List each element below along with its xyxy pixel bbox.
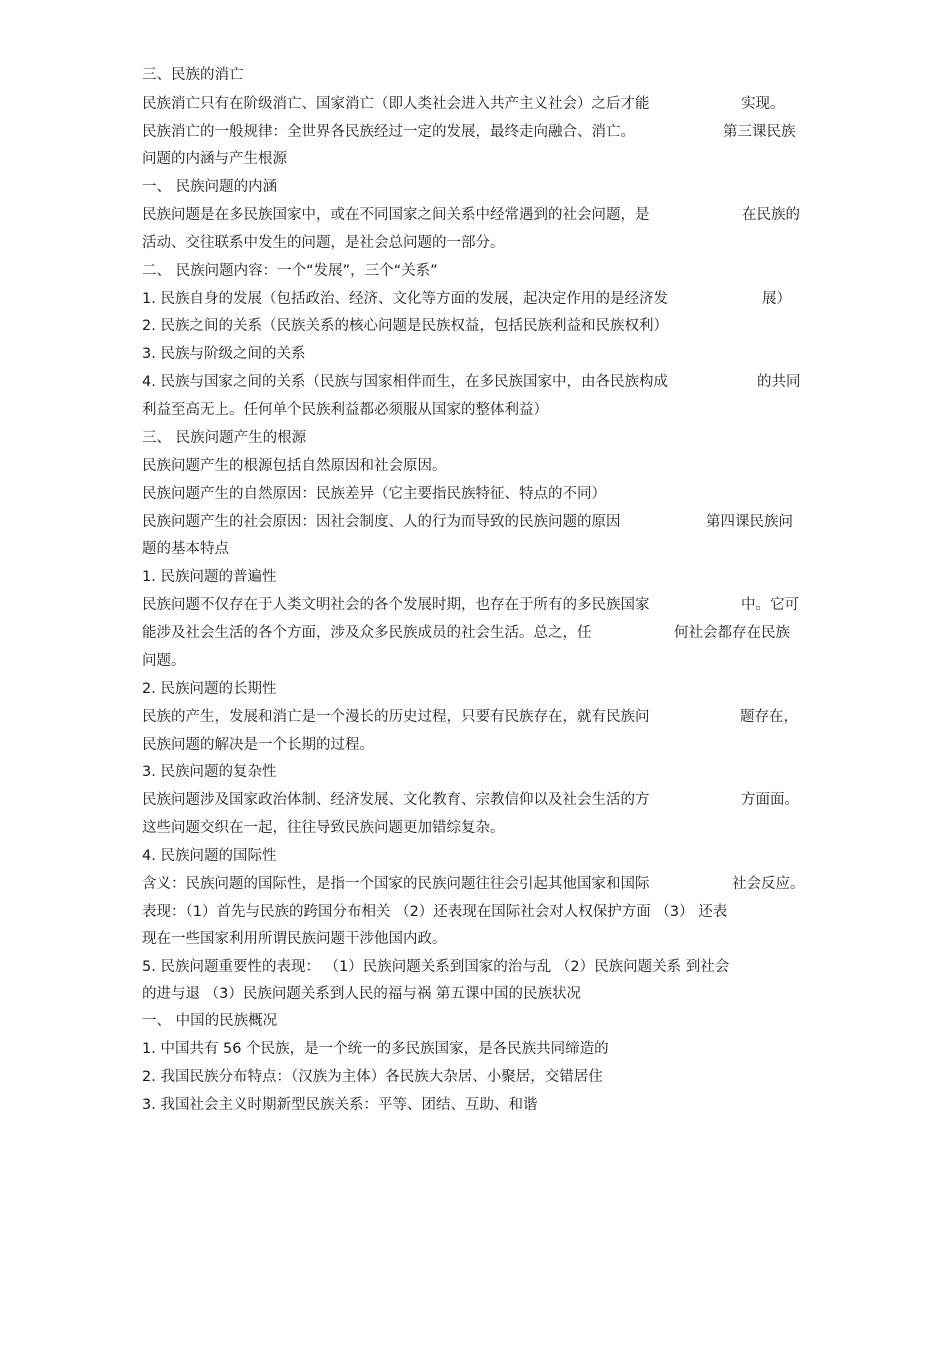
text-line [142,817,810,839]
text-line [142,232,810,254]
line-text: 民族消亡只有在阶级消亡、国家消亡（即人类社会进入共产主义社会）之后才能 [142,96,650,112]
line-text-right: 社会反应。 [732,876,805,892]
text-line [142,538,810,560]
text-line [142,204,810,226]
text-line [142,901,810,923]
text-line [142,511,810,533]
line-text: 民族问题的解决是一个长期的过程。 [142,737,374,753]
line-text-right: 中。它可 [741,597,799,613]
text-line [142,1038,810,1060]
line-text: 1. 民族问题的普遍性 [142,569,277,585]
text-line [142,121,810,143]
text-line [142,93,810,115]
text-line [142,343,810,365]
section-heading [142,1010,810,1032]
text-line [142,1094,810,1116]
line-text: 3. 我国社会主义时期新型民族关系：平等、团结、互助、和谐 [142,1097,538,1113]
line-text-right: 第三课民族 [723,124,796,140]
line-text: 2. 我国民族分布特点：（汉族为主体）各民族大杂居、小聚居，交错居住 [142,1069,603,1085]
line-text: 2. 民族之间的关系（民族关系的核心问题是民族权益，包括民族利益和民族权利） [142,318,668,334]
text-line [142,761,810,783]
line-text: 三、 民族问题产生的根源 [142,430,307,446]
line-text: 问题的内涵与产生根源 [142,151,287,167]
text-line [142,650,810,672]
line-text: 一、 民族问题的内涵 [142,179,278,195]
line-text: 这些问题交织在一起，往往导致民族问题更加错综复杂。 [142,820,505,836]
line-text: 三、民族的消亡 [142,67,244,83]
text-line [142,483,810,505]
text-line [142,956,810,978]
text-line [142,845,810,867]
line-text: 民族问题产生的社会原因：因社会制度、人的行为而导致的民族问题的原因 [142,514,621,530]
text-line [142,622,810,644]
line-text: 民族的产生，发展和消亡是一个漫长的历史过程，只要有民族存在，就有民族问 [142,709,650,725]
section-heading [142,260,810,282]
text-line [142,566,810,588]
line-text-right: 实现。 [741,96,785,112]
text-line [142,678,810,700]
line-text: 活动、交往联系中发生的问题，是社会总问题的一部分。 [142,235,505,251]
line-text: 民族消亡的一般规律：全世界各民族经过一定的发展，最终走向融合、消亡。 [142,124,635,140]
line-text: 4. 民族问题的国际性 [142,848,277,864]
text-line [142,873,810,895]
text-line [142,706,810,728]
line-text: 1. 民族自身的发展（包括政治、经济、文化等方面的发展，起决定作用的是经济发 [142,291,668,307]
text-line [142,983,810,1005]
line-text: 能涉及社会生活的各个方面，涉及众多民族成员的社会生活。总之，任 [142,625,592,641]
line-text: 利益至高无上。任何单个民族利益都必须服从国家的整体利益） [142,402,548,418]
section-heading [142,176,810,198]
line-text-right: 的共同 [757,374,801,390]
text-line [142,594,810,616]
line-text: 问题。 [142,653,186,669]
line-text: 1. 中国共有 56 个民族，是一个统一的多民族国家，是各民族共同缔造的 [142,1041,609,1057]
line-text-right: 展） [762,291,791,307]
line-text-right: 第四课民族问 [706,514,793,530]
line-text: 题的基本特点 [142,541,229,557]
line-text-right: 在民族的 [742,207,800,223]
line-text: 民族问题不仅存在于人类文明社会的各个发展时期，也存在于所有的多民族国家 [142,597,650,613]
line-text: 现在一些国家利用所谓民族问题干涉他国内政。 [142,931,447,947]
line-text: 4. 民族与国家之间的关系（民族与国家相伴而生，在多民族国家中，由各民族构成 [142,374,668,390]
line-text: 民族问题产生的根源包括自然原因和社会原因。 [142,458,447,474]
text-line [142,315,810,337]
text-line [142,64,810,86]
text-line [142,1066,810,1088]
line-text: 一、 中国的民族概况 [142,1013,278,1029]
line-text: 含义：民族问题的国际性，是指一个国家的民族问题往往会引起其他国家和国际 [142,876,650,892]
line-text-right: 题存在， [740,709,798,725]
text-line [142,399,810,421]
line-text: 二、 民族问题内容：一个“发展”，三个“关系” [142,263,438,279]
line-text: 3. 民族问题的复杂性 [142,764,277,780]
line-text: 的进与退 （3）民族问题关系到人民的福与祸 第五课中国的民族状况 [142,986,581,1002]
text-line [142,455,810,477]
line-text: 民族问题涉及国家政治体制、经济发展、文化教育、宗教信仰以及社会生活的方 [142,792,650,808]
section-heading [142,427,810,449]
line-text: 2. 民族问题的长期性 [142,681,277,697]
line-text-right: 方面面。 [741,792,799,808]
text-line [142,148,810,170]
text-line [142,928,810,950]
text-line [142,371,810,393]
line-text-right: 何社会都存在民族 [674,625,790,641]
line-text: 5. 民族问题重要性的表现： （1）民族问题关系到国家的治与乱 （2）民族问题关系 到社会 [142,959,730,975]
line-text: 表现：（1）首先与民族的跨国分布相关 （2）还表现在国际社会对人权保护方面 （3） 还表 [142,904,728,920]
line-text: 民族问题产生的自然原因：民族差异（它主要指民族特征、特点的不同） [142,486,606,502]
text-line [142,288,810,310]
line-text: 3. 民族与阶级之间的关系 [142,346,306,362]
text-line [142,789,810,811]
line-text: 民族问题是在多民族国家中，或在不同国家之间关系中经常遇到的社会问题，是 [142,207,650,223]
text-line [142,734,810,756]
